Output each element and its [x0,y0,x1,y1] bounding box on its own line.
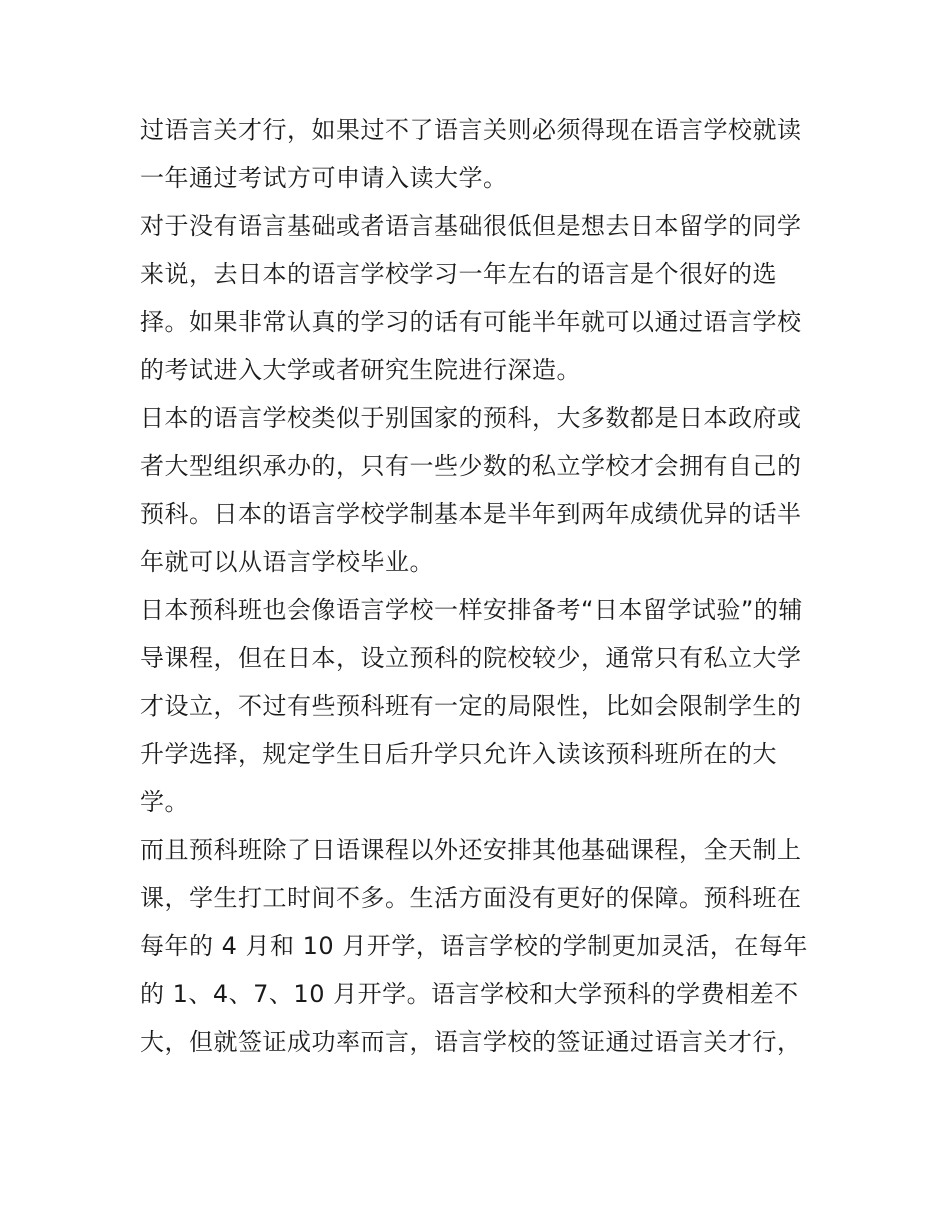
paragraph-2 [140,202,820,394]
text-line: 来说，去日本的语言学校学习一年左右的语言是个很好的选 [140,260,777,288]
paragraph-5 [140,826,820,1066]
text-line: 课，学生打工时间不多。生活方面没有更好的保障。预科班在 [140,884,802,912]
text-line: 的 1、4、7、10 月开学。语言学校和大学预科的学费相差不 [140,980,799,1008]
text-line: 升学选择，规定学生日后升学只允许入读该预科班所在的大 [140,740,777,768]
text-line: 一年通过考试方可申请入读大学。 [140,164,508,192]
text-line: 每年的 4 月和 10 月开学，语言学校的学制更加灵活，在每年 [140,932,808,960]
text-line: 预科。日本的语言学校学制基本是半年到两年成绩优异的话半 [140,500,802,528]
text-line: 而且预科班除了日语课程以外还安排其他基础课程，全天制上 [140,836,802,864]
text-line: 日本预科班也会像语言学校一样安排备考“日本留学试验”的辅 [140,596,803,624]
text-line: 择。如果非常认真的学习的话有可能半年就可以通过语言学校 [140,308,802,336]
text-line: 大，但就签证成功率而言，语言学校的签证通过语言关才行， [140,1028,802,1056]
text-line: 年就可以从语言学校毕业。 [140,548,434,576]
document-body [140,106,820,1066]
paragraph-3 [140,394,820,586]
text-line: 导课程，但在日本，设立预科的院校较少，通常只有私立大学 [140,644,802,672]
paragraph-4 [140,586,820,826]
text-line: 者大型组织承办的，只有一些少数的私立学校才会拥有自己的 [140,452,802,480]
text-line: 对于没有语言基础或者语言基础很低但是想去日本留学的同学 [140,212,802,240]
text-line: 日本的语言学校类似于别国家的预科，大多数都是日本政府或 [140,404,802,432]
text-line: 的考试进入大学或者研究生院进行深造。 [140,356,581,384]
text-line: 学。 [140,788,189,816]
paragraph-1 [140,106,820,202]
text-line: 过语言关才行，如果过不了语言关则必须得现在语言学校就读 [140,116,802,144]
text-line: 才设立，不过有些预科班有一定的局限性，比如会限制学生的 [140,692,802,720]
